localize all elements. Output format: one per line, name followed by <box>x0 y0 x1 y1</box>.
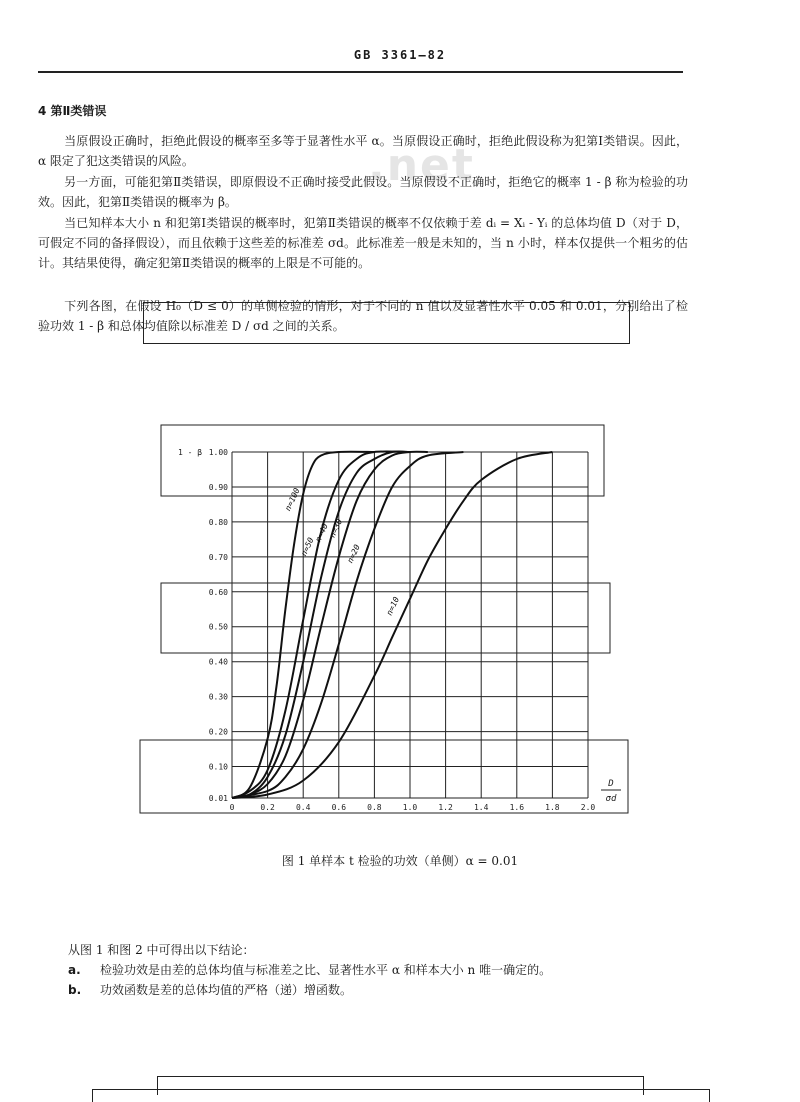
y-tick-label: 1.00 <box>208 448 228 457</box>
conclusions-intro: 从图 1 和图 2 中可得出以下结论： <box>68 943 255 957</box>
figure-caption: 图 1 单样本 t 检验的功效（单侧）α = 0.01 <box>281 854 519 868</box>
x-tick-label: 0.6 <box>331 803 347 812</box>
chart-curves <box>232 451 552 798</box>
y-tick-label: 0.20 <box>208 727 228 737</box>
chart-ticks <box>209 448 596 812</box>
x-tick-label: 1.4 <box>473 803 489 812</box>
conclusion-item-b <box>68 980 352 1000</box>
paragraph-text: 下列各图，在假设 H₀（D ≤ 0）的单侧检验的情形，对于不同的 n 值以及显著性水平 0.05 和 0.01，分别给出了检验功效 1 - β 和总体均值除以标准差 D / σd 之间的关系。 <box>38 299 688 333</box>
x-tick-label: 2.0 <box>580 803 596 812</box>
paragraph-type1-error <box>38 131 688 171</box>
paragraph-dependence <box>38 213 688 273</box>
annotation-box <box>143 302 630 344</box>
x-tick-label: 0 <box>229 803 235 812</box>
y-tick-label: 0.10 <box>208 762 228 772</box>
curve-label: n=100 <box>283 486 302 513</box>
y-tick-label: 0.90 <box>208 482 228 492</box>
x-tick-label: 1.6 <box>509 803 525 812</box>
paragraph-text: 另一方面，可能犯第Ⅱ类错误，即原假设不正确时接受此假设。当原假设不正确时，拒绝它的概率 1 - β 称为检验的功效。因此，犯第Ⅱ类错误的概率为 β。 <box>38 175 688 209</box>
x-axis-label-numerator: D <box>608 779 614 789</box>
section-title: 4 第Ⅱ类错误 <box>38 104 107 118</box>
y-tick-label: 0.60 <box>208 587 228 597</box>
paragraph-text: 当原假设正确时，拒绝此假设的概率至多等于显著性水平 α。当原假设正确时，拒绝此假设称为犯第Ⅰ类错误。因此，α 限定了犯这类错误的风险。 <box>38 134 688 168</box>
power-curve-n20 <box>232 452 463 798</box>
annotation-box-chart-middle <box>161 583 610 653</box>
y-tick-label: 0.50 <box>208 622 228 632</box>
x-tick-label: 0.4 <box>295 803 311 812</box>
item-label: a. <box>68 963 81 977</box>
y-tick-label: 0.40 <box>208 657 228 667</box>
standard-code-header: GB 3361—82 <box>353 48 447 62</box>
x-axis-label-denominator: σd <box>605 794 617 804</box>
curve-label: n=10 <box>384 595 402 617</box>
x-tick-label: 1.0 <box>402 803 418 812</box>
y-tick-label: 0.80 <box>208 517 228 527</box>
x-tick-label: 1.8 <box>545 803 560 812</box>
item-label: b. <box>68 983 82 997</box>
curve-label: n=50 <box>299 536 316 558</box>
conclusion-item-a <box>68 960 551 980</box>
curve-label: n=20 <box>345 543 362 565</box>
x-tick-label: 0.2 <box>260 803 275 812</box>
paragraph-type2-error <box>38 172 688 212</box>
paragraph-text: 当已知样本大小 n 和犯第Ⅰ类错误的概率时，犯第Ⅱ类错误的概率不仅依赖于差 dᵢ = Xᵢ - Yᵢ 的总体均值 D（对于 D，可假定不同的备择假设），而且依赖于这些差的标准差 σd。此标准差一般是未知的，当 n 小时，样本仅提供一个粗劣的估计。其结果使得，确定犯第Ⅱ类错误的概率的上限是不可能的。 <box>38 216 688 270</box>
y-tick-label: 0.30 <box>208 692 228 702</box>
curve-label: n=30 <box>327 517 345 539</box>
power-curve-n10 <box>232 452 552 798</box>
item-text: 检验功效是由差的总体均值与标准差之比、显著性水平 α 和样本大小 n 唯一确定的。 <box>100 963 552 977</box>
power-chart <box>0 420 800 840</box>
x-tick-label: 0.8 <box>367 803 382 812</box>
y-tick-label: 0.70 <box>208 552 228 562</box>
y-tick-label: 0.01 <box>208 794 228 803</box>
chart-labels <box>178 448 621 804</box>
watermark: .net <box>368 140 475 191</box>
curve-label: n=40 <box>313 522 330 544</box>
y-axis-label: 1 - β <box>178 448 203 457</box>
x-tick-label: 1.2 <box>438 803 453 812</box>
item-text: 功效函数是差的总体均值的严格（递）增函数。 <box>100 983 353 997</box>
header-rule <box>38 71 683 73</box>
